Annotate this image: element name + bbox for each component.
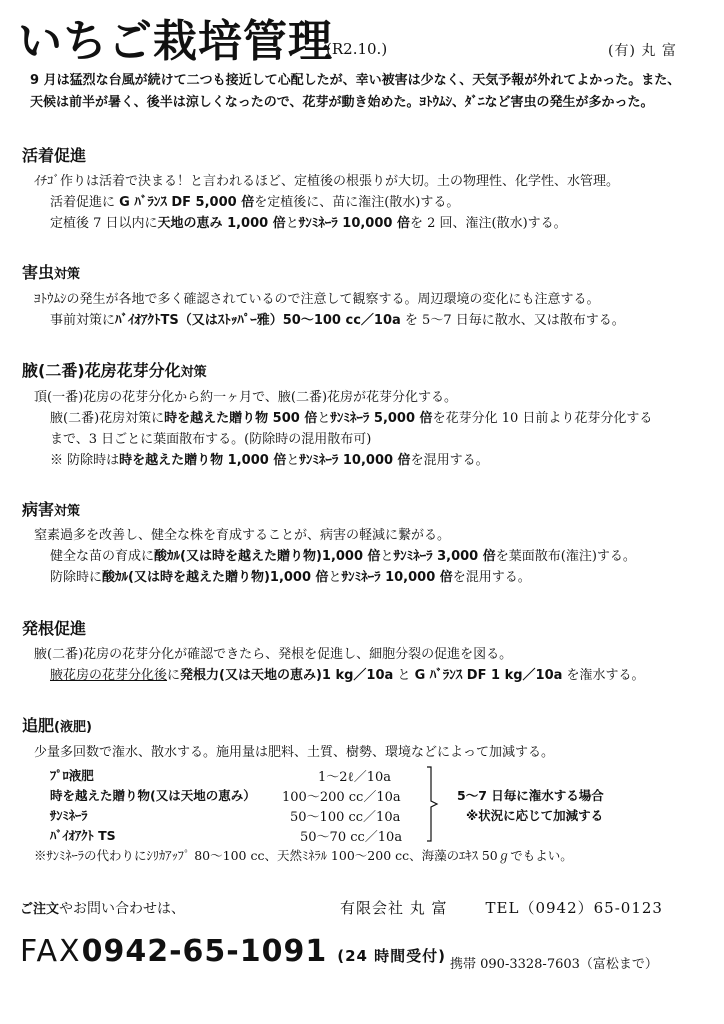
text: を葉面散布(潅注)する。 — [495, 549, 636, 564]
intro-line-2: 天候は前半が暑く、後半は涼しくなったので、花芽が動き始めた。ﾖﾄｳﾑｼ、ﾀﾞﾆなど害虫の発生が多かった。 — [30, 95, 654, 110]
text: を 2 回、潅注(散水)する。 — [409, 216, 567, 231]
product-sanminera: ｻﾝﾐﾈｰﾗ 10,000 倍 — [298, 216, 410, 231]
product-g-balance: G ﾊﾞﾗﾝｽ DF 5,000 倍 — [119, 195, 255, 210]
katchaku-line-1: ｲﾁｺﾞ作りは活着で決まる！と言われるほど、定植後の根張りが大切。土の物理性、化学性、水管理。 — [34, 174, 620, 189]
fertilizer-amount: 100～200 cc／10a — [282, 790, 401, 805]
kabou-line-1: 頂(一番)花房の花芽分化から約一ヶ月で、腋(二番)花房が花芽分化する。 — [34, 390, 458, 405]
text: を 5～7 日毎に散水、又は散布する。 — [400, 313, 625, 328]
text: ※ 防除時は — [50, 453, 120, 468]
text: 定植後 7 日以内に — [50, 216, 158, 231]
byogai-line-1: 窒素過多を改善し、健全な株を育成することが、病害の軽減に繋がる。 — [34, 528, 451, 543]
page-title: いちご栽培管理 — [18, 16, 333, 67]
application-note: 5～7 日毎に潅水する場合 — [457, 788, 604, 803]
kabou-line-2 — [50, 409, 652, 428]
tsuihi-line-1: 少量多回数で潅水、散水する。施用量は肥料、土質、樹勢、環境などによって加減する。 — [34, 745, 555, 760]
heading-suffix: (液肥) — [54, 720, 92, 735]
section-heading-hakkon: 発根促進 — [22, 619, 87, 638]
adjustment-note: ※状況に応じて加減する — [466, 808, 604, 823]
heading-suffix: 対策 — [180, 365, 207, 380]
gaichu-line-2 — [50, 311, 625, 330]
hakkon-line-1: 腋(二番)花房の花芽分化が確認できたら、発根を促進し、細胞分裂の促進を図る。 — [34, 647, 513, 662]
tel-number: TEL（0942）65-0123 — [485, 899, 663, 917]
section-heading-katchaku: 活着促進 — [22, 146, 87, 165]
heading-main: 追肥 — [22, 716, 55, 735]
product-sanminera: ｻﾝﾐﾈｰﾗ 3,000 倍 — [393, 549, 496, 564]
text: を混用する。 — [410, 453, 489, 468]
company-name-header: (有) 丸 富 — [608, 43, 677, 59]
text: 防除時に — [50, 570, 103, 585]
heading-main: 害虫 — [22, 263, 55, 282]
heading-suffix: 対策 — [54, 267, 81, 282]
katchaku-line-3 — [50, 214, 567, 233]
hakkon-line-2 — [50, 666, 645, 685]
text: 活着促進に — [50, 195, 120, 210]
text-bold: ご注文 — [20, 902, 60, 917]
text: に — [167, 668, 181, 683]
text: 事前対策に — [50, 313, 116, 328]
fax-number: 0942-65-1091 — [81, 934, 328, 969]
product-toki: 時を越えた贈り物 500 倍 — [164, 411, 318, 426]
text: やお問い合わせは、 — [59, 901, 186, 917]
fertilizer-amount: 1～2ℓ／10a — [318, 770, 392, 785]
text: を花芽分化 10 日前より花芽分化する — [432, 411, 653, 426]
product-sancal: 酸ｶﾙ(又は時を越えた贈り物)1,000 倍 — [102, 570, 329, 585]
company-name: 有限会社 丸 富 — [340, 899, 448, 917]
intro-line-1: 9 月は猛烈な台風が続けて二つも接近して心配したが、幸い被害は少なく、天気予報が外れてよかった。また、 — [30, 73, 681, 88]
fertilizer-name: 時を越えた贈り物(又は天地の恵み） — [50, 788, 256, 803]
issue-date: (R2.10.) — [326, 40, 388, 58]
fax-line — [20, 934, 446, 969]
order-contact-line — [20, 898, 185, 918]
text: と — [286, 453, 300, 468]
text: と — [317, 411, 331, 426]
heading-suffix: 対策 — [54, 504, 81, 519]
byogai-line-3 — [50, 568, 531, 587]
product-sancal: 酸ｶﾙ(又は時を越えた贈り物)1,000 倍 — [154, 549, 381, 564]
product-tenchi: 天地の恵み 1,000 倍 — [157, 216, 286, 231]
product-sanminera: ｻﾝﾐﾈｰﾗ 10,000 倍 — [341, 570, 453, 585]
fax-label: FAX — [20, 934, 82, 969]
product-hakkonryoku: 発根力(又は天地の恵み)1 kg／10a — [180, 668, 394, 683]
text: を定植後に、苗に潅注(散水)する。 — [254, 195, 460, 210]
text: と — [285, 216, 299, 231]
fertilizer-name: ﾊﾞｲｵｱｸﾄ TS — [50, 828, 116, 843]
product-sanminera: ｻﾝﾐﾈｰﾗ 10,000 倍 — [299, 453, 411, 468]
fertilizer-name: ﾌﾟﾛ液肥 — [50, 768, 94, 783]
text: と — [393, 668, 415, 683]
heading-main: 腋(二番)花房花芽分化 — [22, 361, 181, 380]
right-brace-icon — [425, 766, 439, 842]
section-heading-gaichu — [22, 260, 80, 283]
kabou-line-3: まで、3 日ごとに葉面散布する。(防除時の混用散布可) — [50, 432, 372, 447]
gaichu-line-1: ﾖﾄｳﾑｼの発生が各地で多く確認されているので注意して観察する。周辺環境の変化にも注意する。 — [34, 292, 600, 307]
katchaku-line-2 — [50, 193, 459, 212]
text: 健全な苗の育成に — [50, 549, 155, 564]
text: 腋(二番)花房対策に — [50, 411, 165, 426]
text-underlined: 腋花房の花芽分化後 — [50, 668, 168, 683]
heading-main: 病害 — [22, 500, 55, 519]
text: と — [380, 549, 394, 564]
company-contact — [340, 897, 663, 918]
tsuihi-footnote: ※ｻﾝﾐﾈｰﾗの代わりにｼﾘｶｱｯﾌﾟ 80～100 cc、天然ﾐﾈﾗﾙ 100～200 cc、海藻のｴｷｽ 50ℊでもよい。 — [34, 848, 573, 863]
mobile-number: 携帯 090-3328-7603（富松まで） — [450, 957, 658, 972]
text: を潅水する。 — [562, 668, 645, 683]
fax-hours: (24 時間受付) — [337, 947, 447, 965]
kabou-line-4 — [50, 451, 489, 470]
text: を混用する。 — [452, 570, 531, 585]
product-g-balance: G ﾊﾞﾗﾝｽ DF 1 kg／10a — [414, 668, 563, 683]
section-heading-byogai — [22, 497, 80, 520]
section-heading-kabou — [22, 358, 207, 381]
byogai-line-2 — [50, 547, 636, 566]
product-bioact: ﾊﾞｲｵｱｸﾄTS（又はｽﾄｯﾊﾟｰ雅）50～100 cc／10a — [115, 313, 401, 328]
text: と — [328, 570, 342, 585]
product-sanminera: ｻﾝﾐﾈｰﾗ 5,000 倍 — [330, 411, 433, 426]
fertilizer-name: ｻﾝﾐﾈｰﾗ — [50, 808, 88, 823]
product-toki: 時を越えた贈り物 1,000 倍 — [119, 453, 287, 468]
section-heading-tsuihi — [22, 713, 92, 736]
fertilizer-amount: 50～70 cc／10a — [300, 830, 403, 845]
fertilizer-amount: 50～100 cc／10a — [290, 810, 401, 825]
